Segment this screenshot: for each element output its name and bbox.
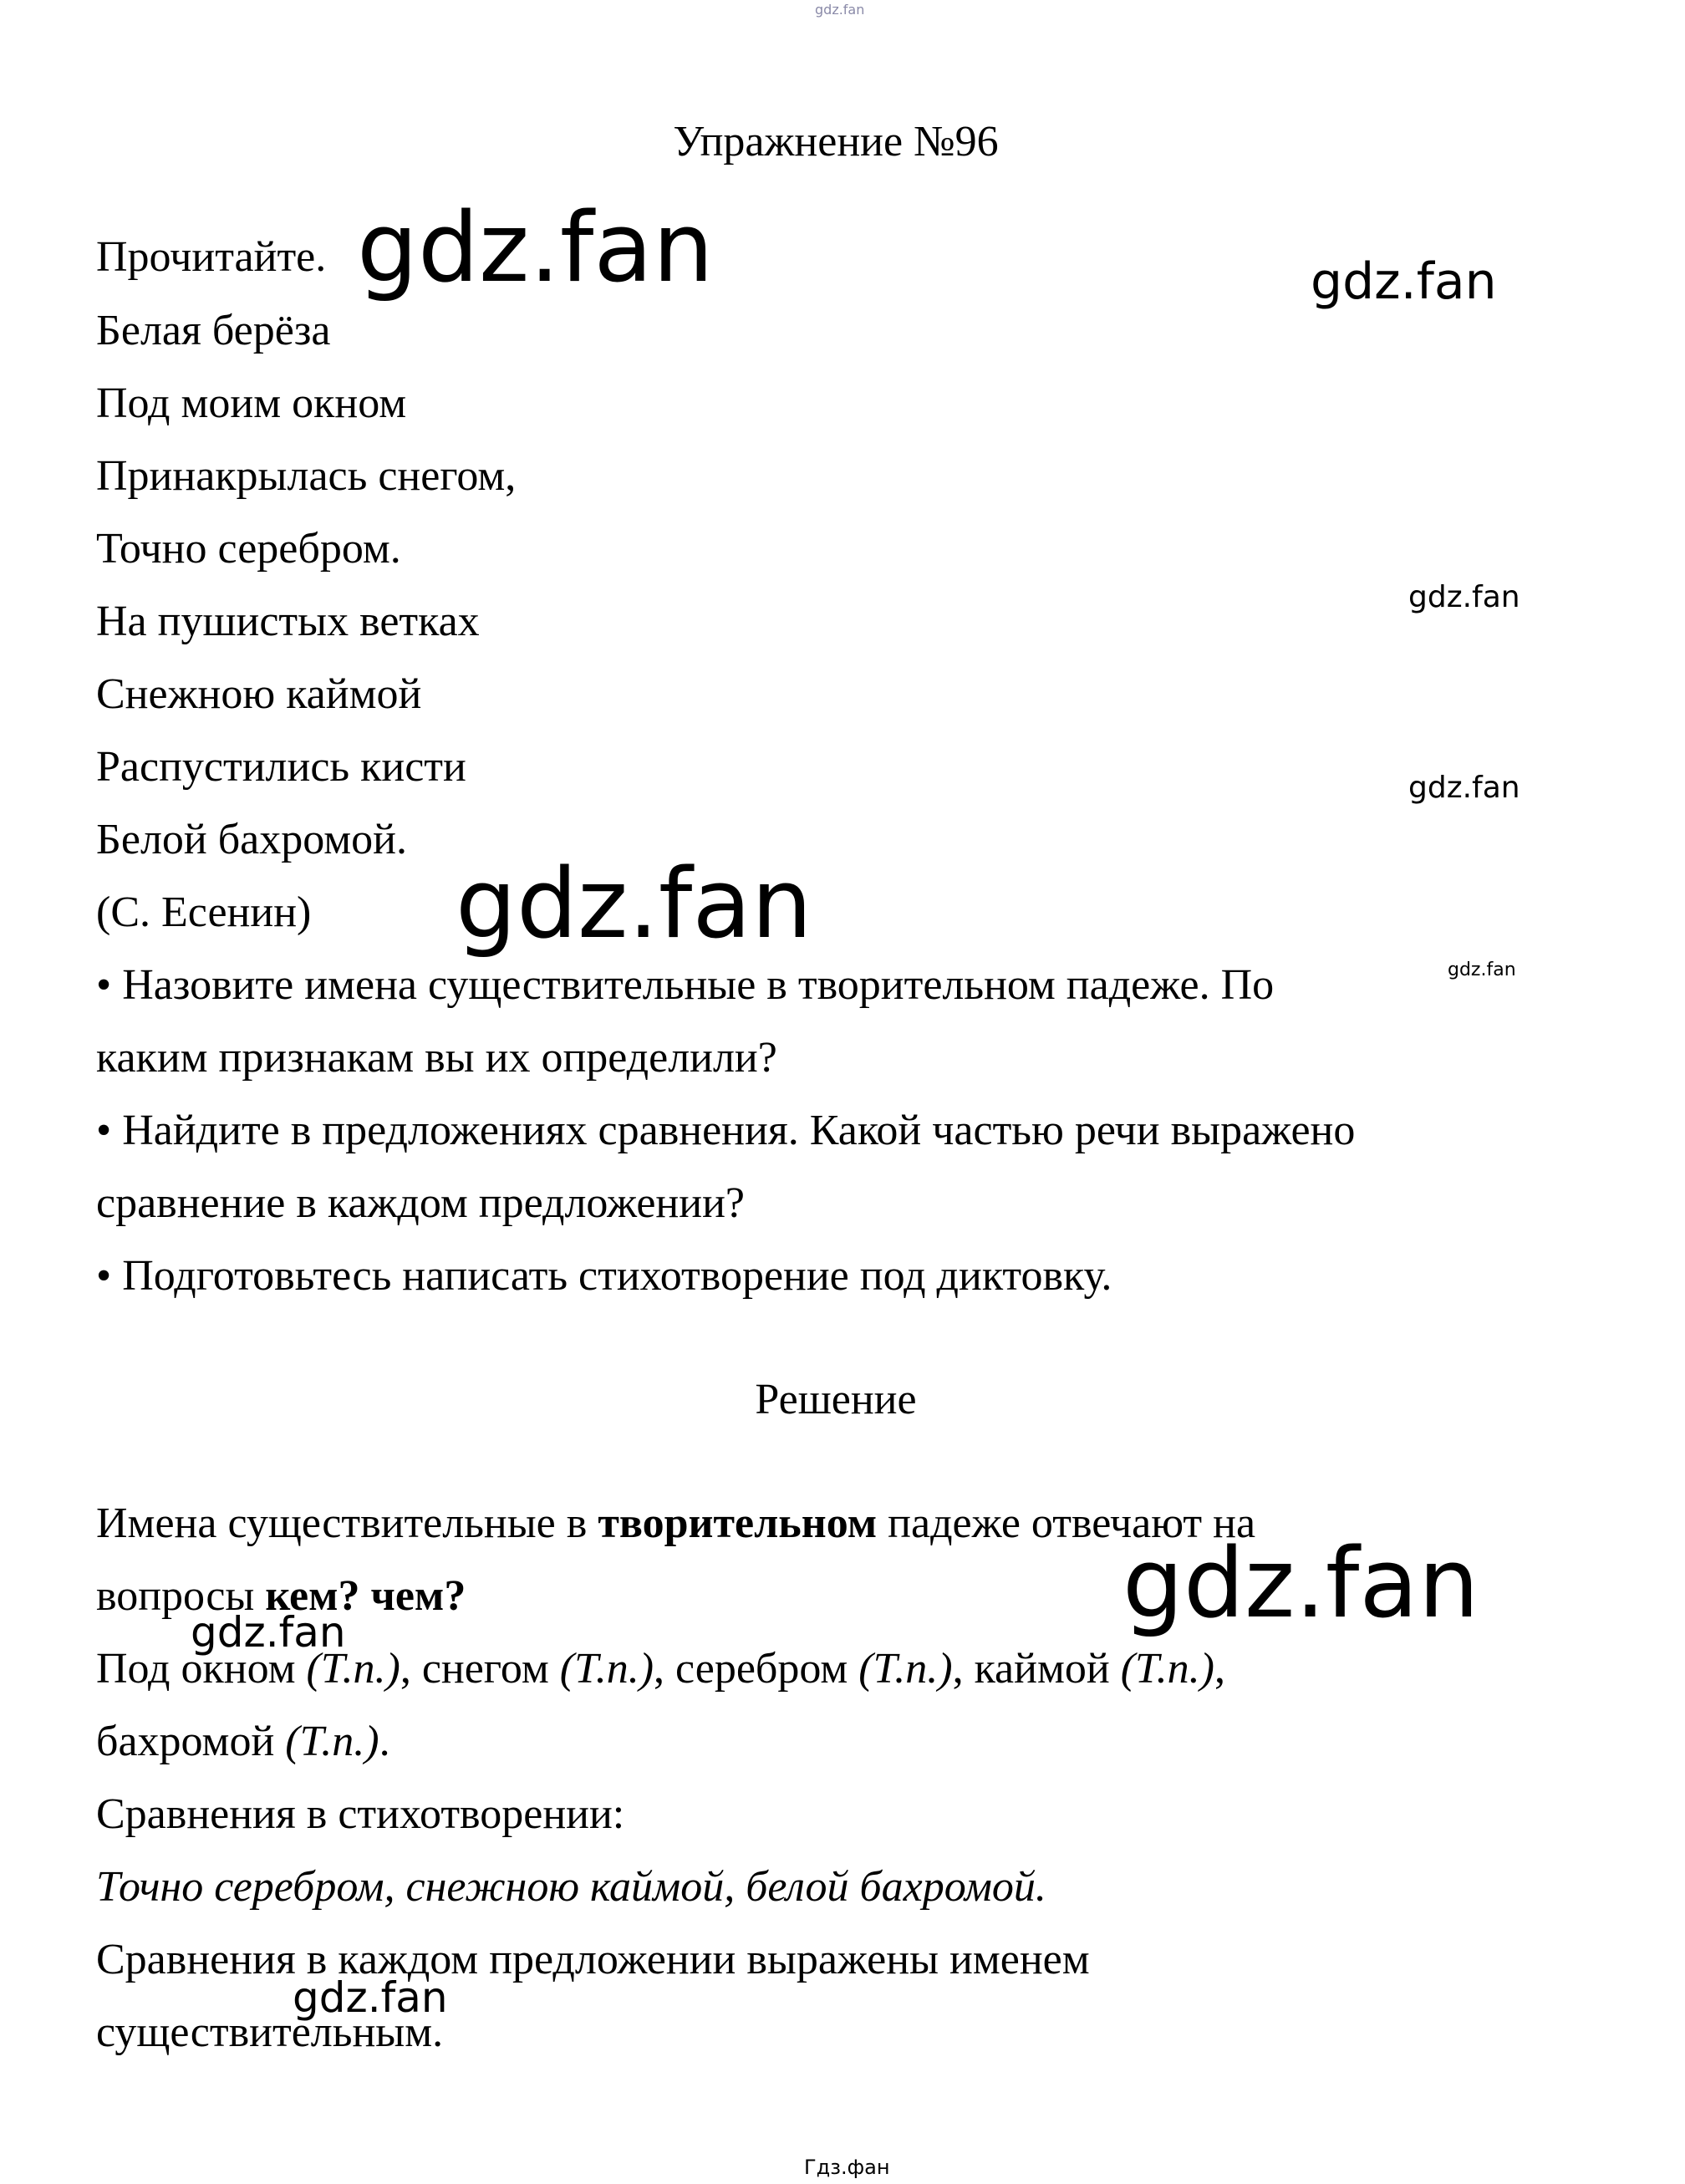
- nouns-line-2: [96, 1717, 390, 1767]
- separator: ,: [400, 1645, 422, 1693]
- poem-line: Снежною каймой: [96, 670, 422, 718]
- noun-word: Под окном: [96, 1645, 307, 1693]
- noun-word: бахромой: [96, 1718, 286, 1765]
- case-label: (Т.п.): [1120, 1645, 1214, 1693]
- watermark-tiny: gdz.fan: [1448, 960, 1516, 980]
- comparisons-label: Сравнения в стихотворении:: [96, 1790, 625, 1838]
- comparisons-list: Точно серебром, снежною каймой, белой бахромой.: [96, 1863, 1046, 1911]
- case-label: (Т.п.): [285, 1718, 379, 1765]
- footer-watermark: Гдз.фан: [804, 2156, 890, 2179]
- poem-line: Распустились кисти: [96, 743, 466, 791]
- question-line: • Назовите имена существительные в творительном падеже. По: [96, 961, 1275, 1009]
- case-label: (Т.п.): [858, 1645, 953, 1693]
- separator: ,: [654, 1645, 676, 1693]
- solution-paragraph-1: [96, 1499, 1255, 1549]
- case-label: (Т.п.): [559, 1645, 654, 1693]
- watermark-medium: gdz.fan: [293, 1973, 448, 2022]
- poem-line: Точно серебром.: [96, 525, 401, 573]
- poem-line: На пушистых ветках: [96, 598, 480, 645]
- poem-line: Под моим окном: [96, 379, 407, 427]
- watermark-large: gdz.fan: [456, 848, 812, 960]
- task-intro: Прочитайте.: [96, 233, 327, 281]
- exercise-title: Упражнение №96: [673, 118, 999, 165]
- solution-bold-term: творительном: [598, 1499, 878, 1547]
- noun-word: серебром: [675, 1645, 859, 1693]
- noun-word: снегом: [421, 1645, 560, 1693]
- watermark-small: gdz.fan: [1408, 580, 1520, 614]
- watermark-large: gdz.fan: [1122, 1528, 1479, 1640]
- question-line: каким признакам вы их определили?: [96, 1034, 777, 1082]
- conclusion-line: существительным.: [96, 2008, 444, 2056]
- noun-word: каймой: [974, 1645, 1121, 1693]
- watermark-large: gdz.fan: [357, 192, 714, 304]
- watermark-small: gdz.fan: [1408, 771, 1520, 805]
- solution-text: Имена существительные в: [96, 1499, 598, 1547]
- solution-text: падеже отвечают на: [877, 1499, 1256, 1547]
- top-watermark: gdz.fan: [815, 2, 865, 18]
- separator: .: [379, 1718, 390, 1765]
- question-line: сравнение в каждом предложении?: [96, 1179, 745, 1227]
- watermark-medium: gdz.fan: [1311, 252, 1497, 311]
- solution-text: вопросы: [96, 1572, 266, 1620]
- poem-author: (С. Есенин): [96, 888, 312, 936]
- separator: ,: [952, 1645, 975, 1693]
- case-label: (Т.п.): [306, 1645, 400, 1693]
- watermark-medium: gdz.fan: [191, 1608, 346, 1657]
- separator: ,: [1214, 1645, 1225, 1693]
- poem-line: Принакрылась снегом,: [96, 452, 517, 500]
- poem-line: Белая берёза: [96, 307, 331, 354]
- poem-line: Белой бахромой.: [96, 816, 407, 863]
- conclusion-line: Сравнения в каждом предложении выражены именем: [96, 1936, 1090, 1983]
- solution-heading: Решение: [755, 1376, 917, 1423]
- question-line: • Найдите в предложениях сравнения. Какой частью речи выражено: [96, 1107, 1356, 1154]
- solution-bold-questions: кем? чем?: [265, 1572, 466, 1620]
- question-line: • Подготовьтесь написать стихотворение под диктовку.: [96, 1252, 1112, 1300]
